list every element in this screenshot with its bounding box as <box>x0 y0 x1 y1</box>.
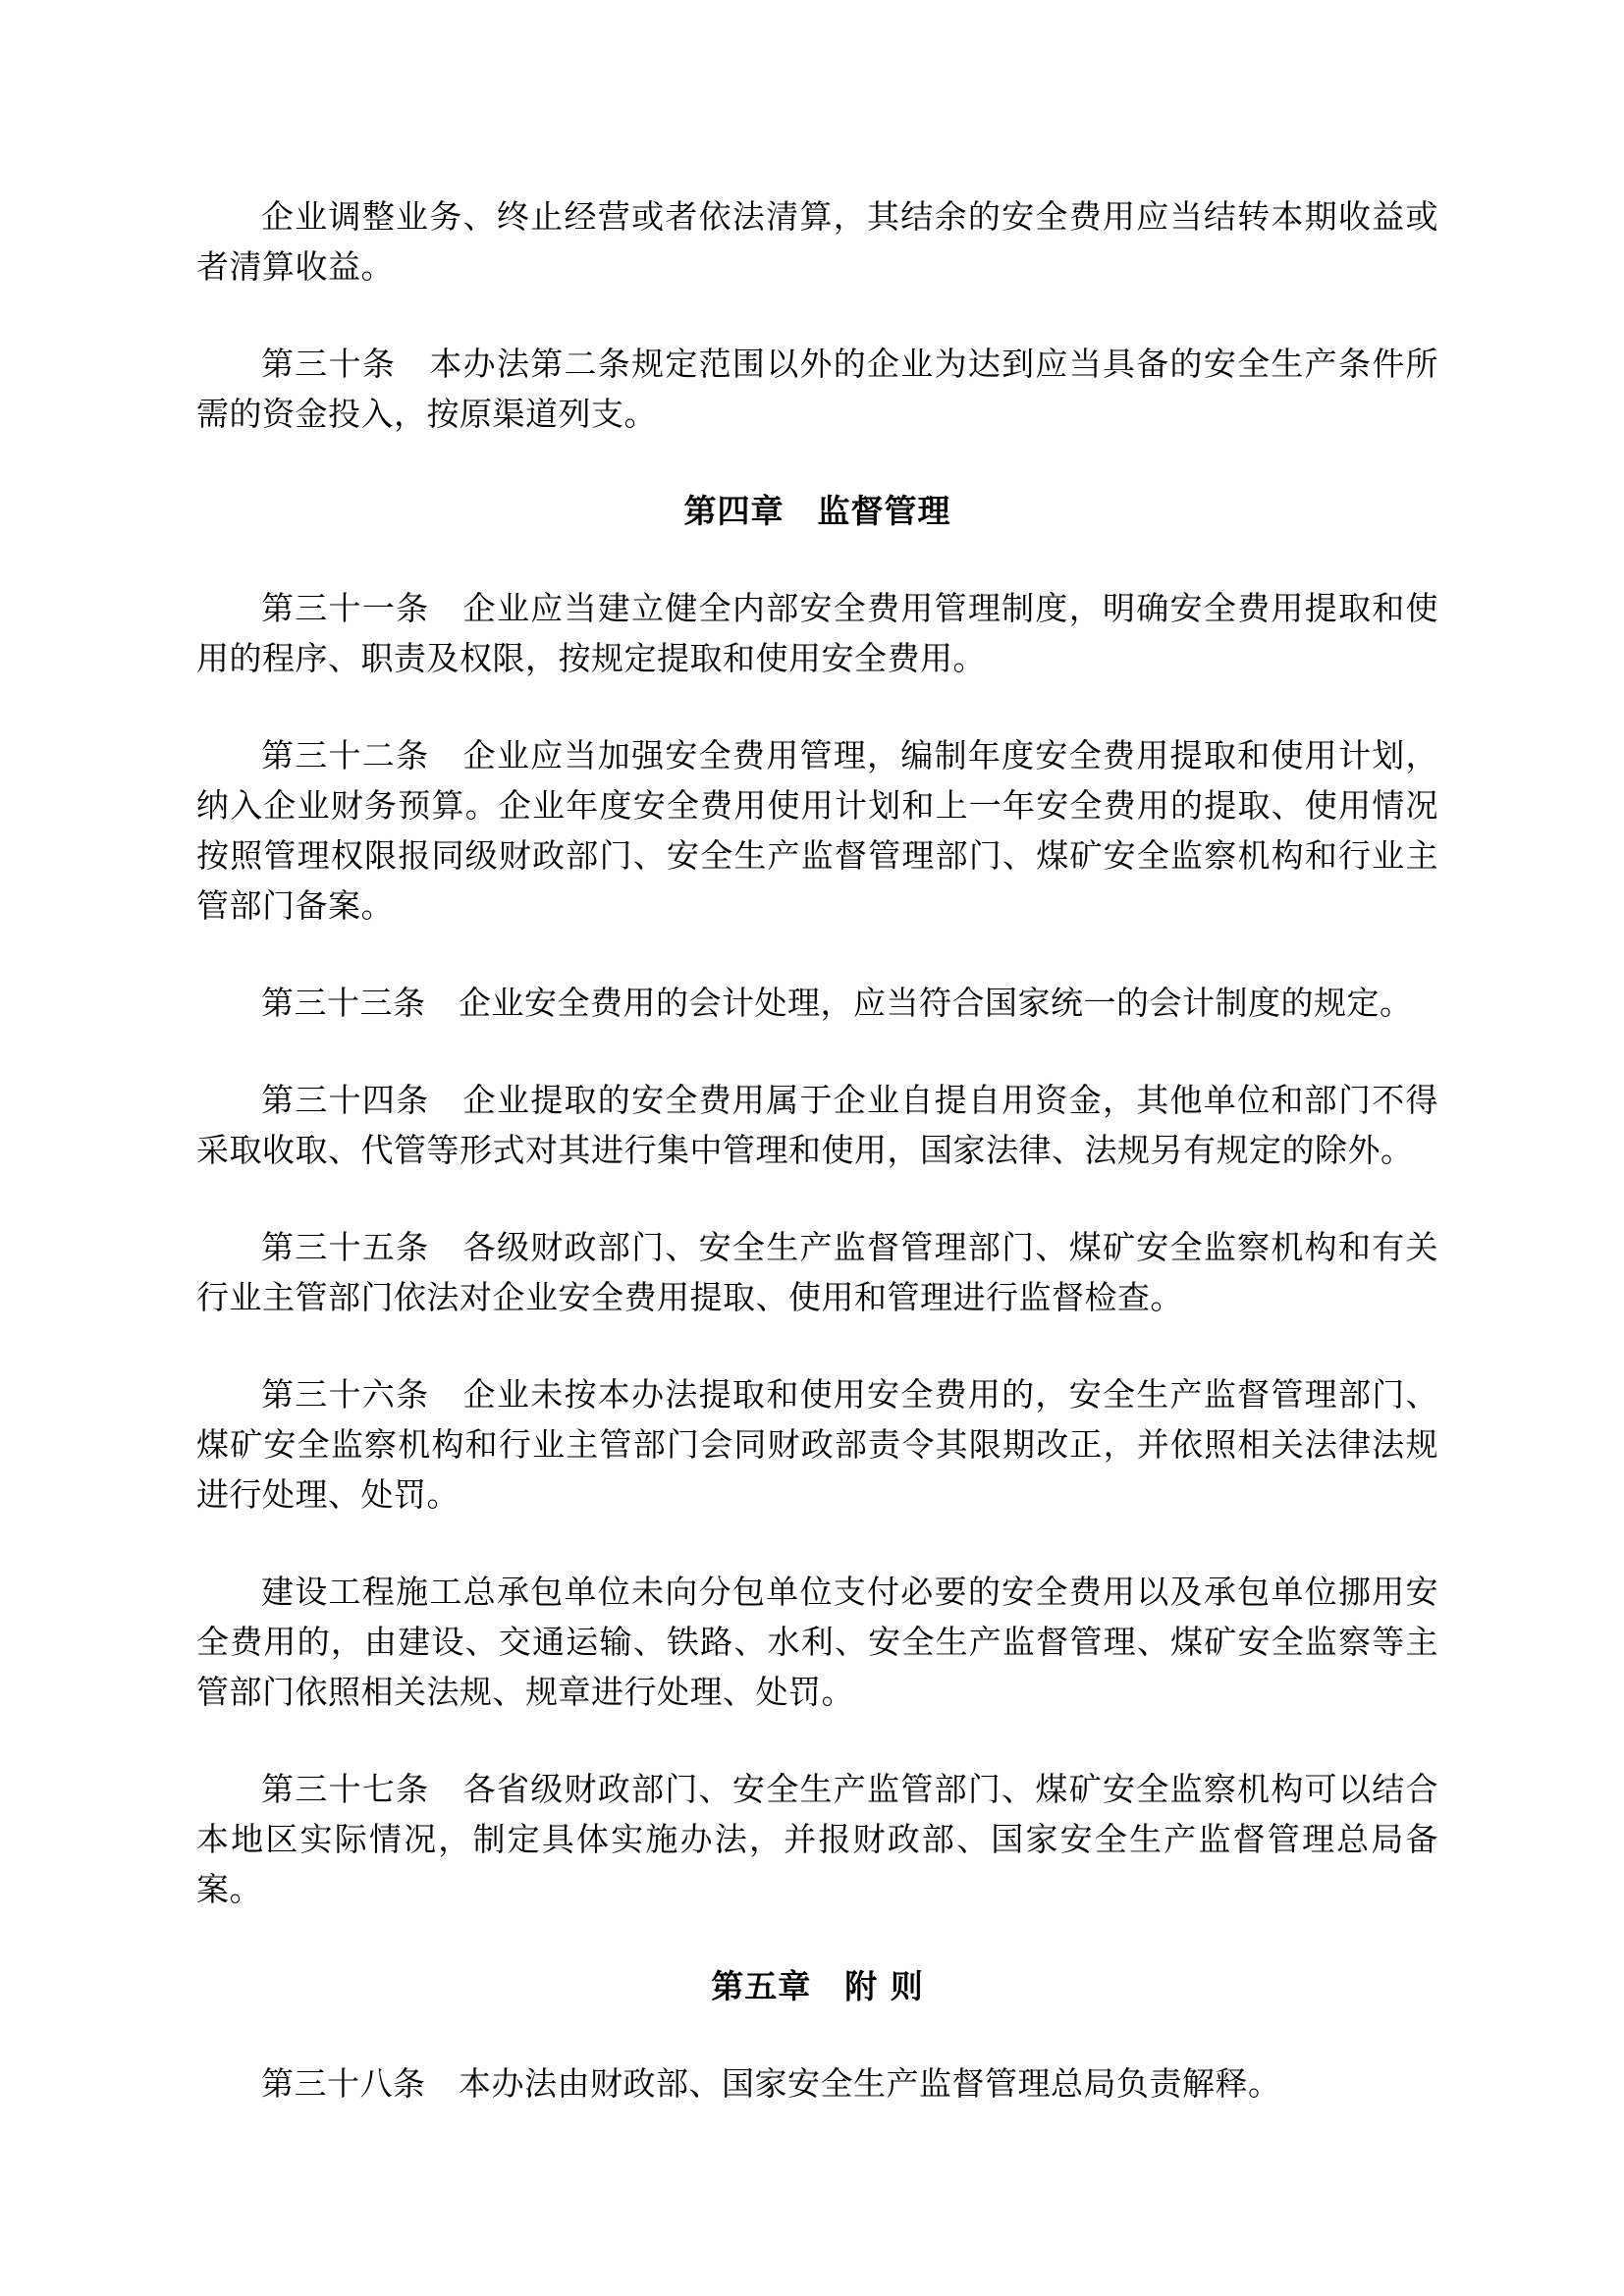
article-36: 第三十六条 企业未按本办法提取和使用安全费用的，安全生产监督管理部门、煤矿安全监察机构和行业主管部门会同财政部责令其限期改正，并依照相关法律法规进行处理、处罚。 <box>196 1375 1438 1514</box>
paragraph-contractor-penalty: 建设工程施工总承包单位未向分包单位支付必要的安全费用以及承包单位挪用安全费用的，由建设、交通运输、铁路、水利、安全生产监督管理、煤矿安全监察等主管部门依照相关法规、规章进行处理、处罚。 <box>196 1573 1438 1711</box>
article-34: 第三十四条 企业提取的安全费用属于企业自提自用资金，其他单位和部门不得采取收取、代管等形式对其进行集中管理和使用，国家法律、法规另有规定的除外。 <box>196 1081 1438 1169</box>
article-35: 第三十五条 各级财政部门、安全生产监督管理部门、煤矿安全监察机构和有关行业主管部门依法对企业安全费用提取、使用和管理进行监督检查。 <box>196 1228 1438 1316</box>
article-31: 第三十一条 企业应当建立健全内部安全费用管理制度，明确安全费用提取和使用的程序、职责及权限，按规定提取和使用安全费用。 <box>196 589 1438 677</box>
chapter-5-heading: 第五章 附 则 <box>711 1967 924 2005</box>
article-32: 第三十二条 企业应当加强安全费用管理，编制年度安全费用提取和使用计划，纳入企业财务预算。企业年度安全费用使用计划和上一年安全费用的提取、使用情况按照管理权限报同级财政部门、安全生产监督管理部门、煤矿安全监察机构和行业主管部门备案。 <box>196 736 1438 925</box>
article-33: 第三十三条 企业安全费用的会计处理，应当符合国家统一的会计制度的规定。 <box>261 984 1413 1022</box>
paragraph-settlement-surplus: 企业调整业务、终止经营或者依法清算，其结余的安全费用应当结转本期收益或者清算收益。 <box>196 197 1438 286</box>
article-37: 第三十七条 各省级财政部门、安全生产监管部门、煤矿安全监察机构可以结合本地区实际情况，制定具体实施办法，并报财政部、国家安全生产监督管理总局备案。 <box>196 1770 1438 1908</box>
chapter-4-heading: 第四章 监督管理 <box>683 492 951 530</box>
article-38: 第三十八条 本办法由财政部、国家安全生产监督管理总局负责解释。 <box>261 2064 1281 2103</box>
document-page <box>196 191 1438 2156</box>
article-30: 第三十条 本办法第二条规定范围以外的企业为达到应当具备的安全生产条件所需的资金投入，按原渠道列支。 <box>196 345 1438 433</box>
